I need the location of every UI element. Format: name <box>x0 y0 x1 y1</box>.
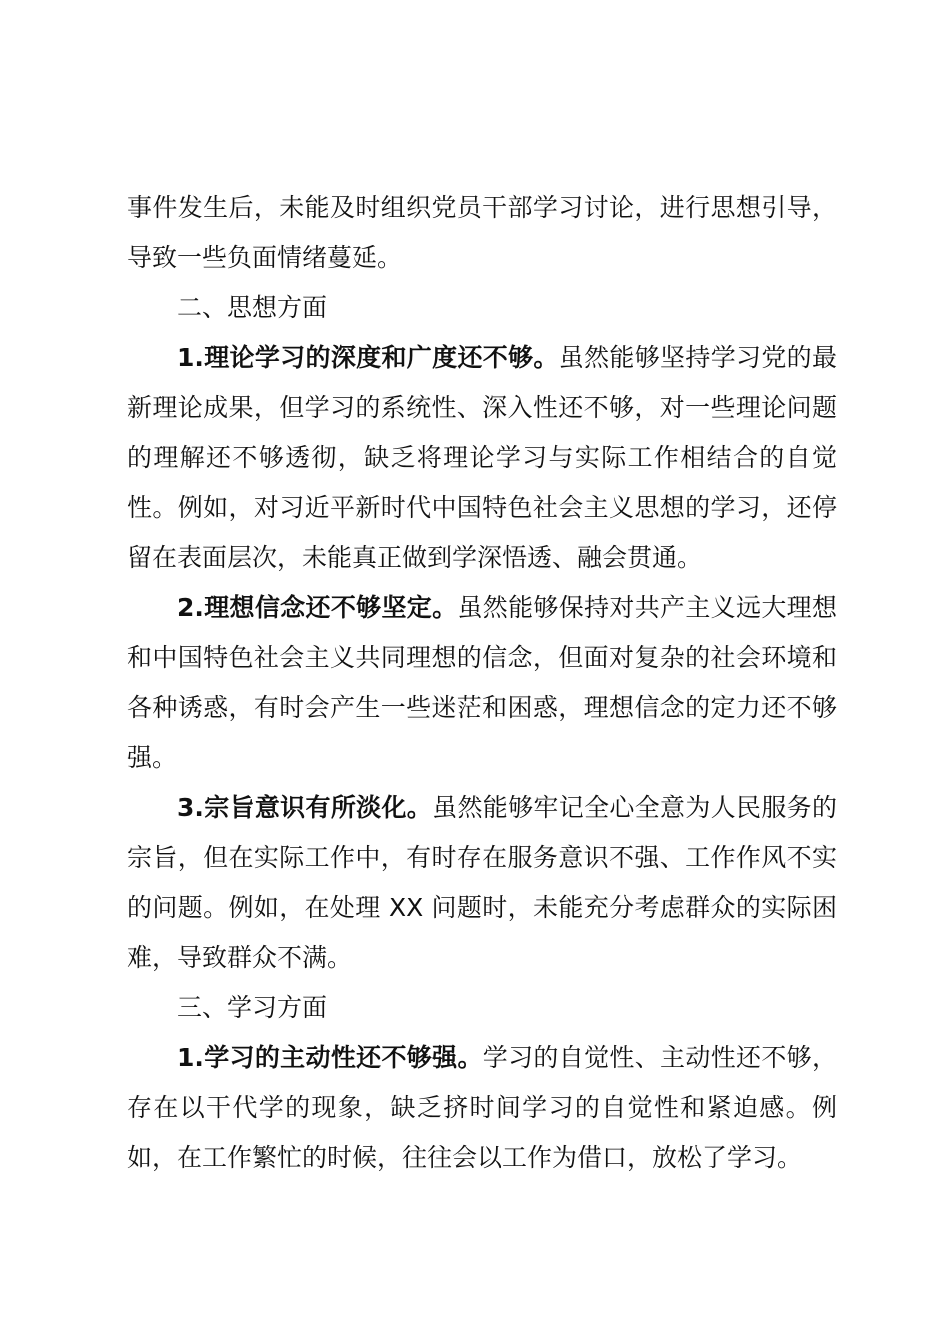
paragraph-lead: 1.学习的主动性还不够强。 <box>177 1043 483 1072</box>
section-heading-study <box>127 983 837 1033</box>
heading-text: 二、思想方面 <box>177 293 328 322</box>
paragraph-lead: 3.宗旨意识有所淡化。 <box>177 793 433 822</box>
document-body <box>127 183 837 1183</box>
paragraph-text: 学习的自觉性、主动性还不够，存在以干代学的现象，缺乏挤时间学习的自觉性和紧迫感。例如，在工作繁忙的时候，往往会以工作为借口，放松了学习。 <box>127 1043 837 1172</box>
paragraph-text: 事件发生后，未能及时组织党员干部学习讨论，进行思想引导，导致一些负面情绪蔓延。 <box>127 193 837 272</box>
paragraph-purpose-awareness <box>127 783 837 983</box>
paragraph-continuation <box>127 183 837 283</box>
paragraph-lead: 1.理论学习的深度和广度还不够。 <box>177 343 559 372</box>
section-heading-thought <box>127 283 837 333</box>
heading-text: 三、学习方面 <box>177 993 328 1022</box>
paragraph-study-initiative <box>127 1033 837 1183</box>
paragraph-text: 虽然能够保持对共产主义远大理想和中国特色社会主义共同理想的信念，但面对复杂的社会环境和各种诱惑，有时会产生一些迷茫和困惑，理想信念的定力还不够强。 <box>127 593 837 772</box>
paragraph-theory-study <box>127 333 837 583</box>
paragraph-text: 虽然能够牢记全心全意为人民服务的宗旨，但在实际工作中，有时存在服务意识不强、工作作风不实的问题。例如，在处理 XX 问题时，未能充分考虑群众的实际困难，导致群众不满。 <box>127 793 837 972</box>
paragraph-ideals-belief <box>127 583 837 783</box>
paragraph-text: 虽然能够坚持学习党的最新理论成果，但学习的系统性、深入性还不够，对一些理论问题的理解还不够透彻，缺乏将理论学习与实际工作相结合的自觉性。例如，对习近平新时代中国特色社会主义思想的学习，还停留在表面层次，未能真正做到学深悟透、融会贯通。 <box>127 343 837 572</box>
paragraph-lead: 2.理想信念还不够坚定。 <box>177 593 458 622</box>
